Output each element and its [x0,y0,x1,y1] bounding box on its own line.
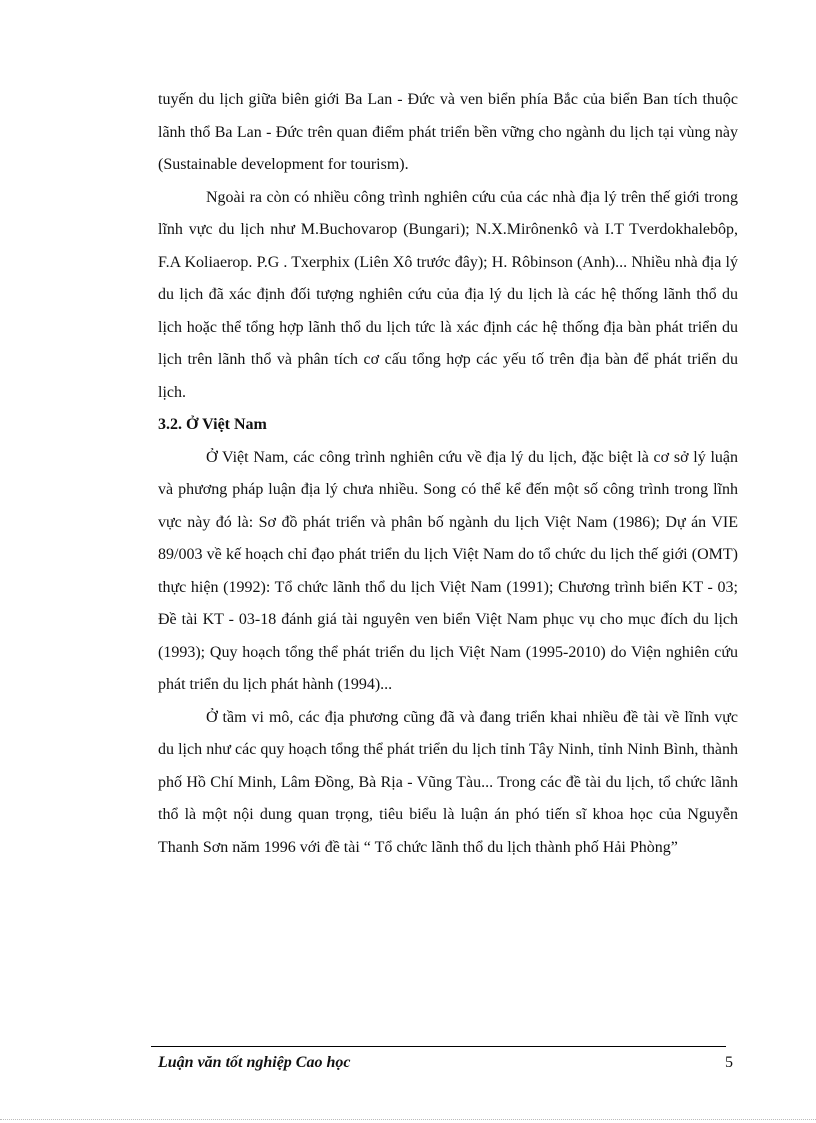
footer-title: Luận văn tốt nghiệp Cao học [158,1054,351,1071]
page-edge-divider [0,1119,816,1120]
paragraph-2: Ngoài ra còn có nhiều công trình nghiên cứu của các nhà địa lý trên thế giới trong lĩnh vực du lịch như M.Buchovarop (Bungari); N.X.Mirônenkô và I.T Tverdokhalebôp, F.A Koliaerop. P.G . Txerphix (Liên Xô trước đây); H. Rôbinson (Anh)... Nhiều nhà địa lý du lịch đã xác định đối tượng nghiên cứu của địa lý du lịch là các hệ thống lãnh thổ du lịch hoặc thể tổng hợp lãnh thổ du lịch tức là xác định các hệ thống địa bàn phát triển du lịch trên lãnh thổ và phân tích cơ cấu tổng hợp các yếu tố trên địa bàn để phát triển du lịch. [158,188,738,401]
paragraph-3: Ở Việt Nam, các công trình nghiên cứu về địa lý du lịch, đặc biệt là cơ sở lý luận và phương pháp luận địa lý chưa nhiều. Song có thể kể đến một số công trình trong lĩnh vực này đó là: Sơ đồ phát triển và phân bố ngành du lịch Việt Nam (1986); Dự án VIE 89/003 về kế hoạch chỉ đạo phát triển du lịch Việt Nam do tổ chức du lịch thế giới (OMT) thực hiện (1992): Tổ chức lãnh thổ du lịch Việt Nam (1991); Chương trình biển KT - 03; Đề tài KT - 03-18 đánh giá tài nguyên ven biển Việt Nam phục vụ cho mục đích du lịch (1993); Quy hoạch tổng thể phát triển du lịch Việt Nam (1995-2010) do Viện nghiên cứu phát triển du lịch phát hành (1994)... [158,448,738,693]
section-heading: 3.2. Ở Việt Nam [158,416,267,433]
body-text [158,84,738,864]
paragraph-1: tuyến du lịch giữa biên giới Ba Lan - Đức và ven biển phía Bắc của biển Ban tích thuộc lãnh thổ Ba Lan - Đức trên quan điểm phát triển bền vững cho ngành du lịch tại vùng này (Sustainable development for tourism). [158,91,738,173]
page-number: 5 [725,1054,733,1071]
paragraph-4: Ở tầm vi mô, các địa phương cũng đã và đang triển khai nhiều đề tài về lĩnh vực du lịch như các quy hoạch tổng thể phát triển du lịch tỉnh Tây Ninh, tỉnh Ninh Bình, thành phố Hồ Chí Minh, Lâm Đồng, Bà Rịa - Vũng Tàu... Trong các đề tài du lịch, tổ chức lãnh thổ là một nội dung quan trọng, tiêu biểu là luận án phó tiến sĩ khoa học của Nguyễn Thanh Sơn năm 1996 với đề tài “ Tổ chức lãnh thổ du lịch thành phố Hải Phòng” [158,708,738,856]
footer-divider [151,1046,726,1047]
